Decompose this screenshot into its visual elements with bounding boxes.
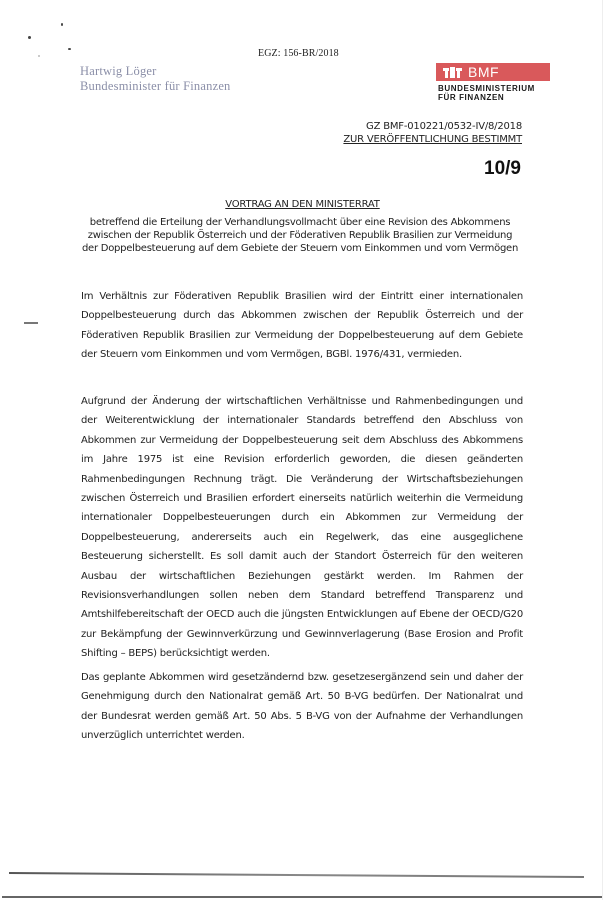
scan-speck — [38, 55, 40, 57]
paragraph: Das geplante Abkommen wird gesetzändernd bzw. gesetzesergänzend sein und daher der Genehmigung durch den Nationalrat gemäß Art. 50 B-VG bedürfen. Der Nationalrat und der Bundesrat werden gemäß Art. 50 Abs. 5 B-VG von der Aufnahme der Verhandlungen unverzüglich unterrichtet werden. — [81, 672, 523, 742]
scan-speck — [61, 23, 63, 26]
document-subtitle: betreffend die Erteilung der Verhandlungsvollmacht über eine Revision des Abkommens zwischen der Republik Österreich und der Föderativen Republik Brasilien zur Vermeidung der Doppelbesteuerung auf dem Gebiete der Steuern vom Einkommen und vom Vermögen — [81, 217, 519, 254]
publication-note: ZUR VERÖFFENTLICHUNG BESTIMMT — [343, 134, 522, 145]
austrian-eagle-emblem-icon — [443, 67, 463, 78]
paragraph: Aufgrund der Änderung der wirtschaftlichen Verhältnisse und Rahmenbedingungen und der Weiterentwicklung der internationaler Standards betreffend den Abschluss von Abkommen zur Vermeidung der Doppelbesteuerung seit dem Abschluss des Abkommens im Jahre 1975 ist eine Revision erforderlich geworden, die diesen geänderten Rahmenbedingungen Rechnung trägt. Die Veränderung der Wirtschaftsbeziehungen zwischen Österreich und Brasilien erfordert einerseits natürlich weiterhin die Vermeidung internationaler Doppelbesteuerungen durch ein Abkommen zur Vermeidung der Doppelbesteuerung, andererseits auch ein Regelwerk, das eine ausgeglichene Besteuerung sicherstellt. Es soll damit auch der Standort Österreich für den weiteren Ausbau der wirtschaftlichen Beziehungen gestärkt werden. Im Rahmen der Revisionsverhandlungen sollen neben dem Standard betreffend Transparenz und Amtshilfebereitschaft der OECD auch die jüngsten Entwicklungen auf Ebene der OECD/G20 zur Bekämpfung der Gewinnverkürzung und Gewinnverlagerung (Base Erosion and Profit Shifting – BEPS) berücksichtigt werden. — [81, 396, 523, 660]
gz-number: GZ BMF-010221/0532-IV/8/2018 — [366, 121, 522, 132]
page-bottom-edge — [2, 896, 603, 898]
logo-subtitle — [438, 85, 550, 102]
scan-speck — [68, 48, 71, 50]
egz-reference: EGZ: 156-BR/2018 — [258, 48, 339, 59]
margin-mark — [24, 322, 38, 324]
footer-rule — [9, 872, 584, 878]
logo-line-2: FÜR FINANZEN — [438, 92, 505, 102]
sender-block — [80, 64, 231, 94]
document-title-text: VORTRAG AN DEN MINISTERRAT — [225, 199, 380, 210]
sender-title: Bundesminister für Finanzen — [80, 79, 231, 93]
logo-line-1: BUNDESMINISTERIUM — [438, 84, 535, 93]
reference-block — [343, 120, 522, 146]
sender-name: Hartwig Löger — [80, 64, 157, 78]
scan-speck — [28, 36, 31, 39]
logo-bar — [436, 63, 550, 81]
logo-text: BMF — [468, 64, 500, 80]
paragraph: Im Verhältnis zur Föderativen Republik Brasilien wird der Eintritt einer internationalen Doppelbesteuerung durch das Abkommen zwischen der Republik Österreich und der Föderativen Republik Brasilien zur Vermeidung der Doppelbesteuerung auf dem Gebiete der Steuern vom Einkommen und vom Vermögen, BGBl. 1976/431, vermieden. — [81, 291, 523, 361]
page-right-edge — [602, 0, 603, 900]
page-number: 10/9 — [484, 158, 521, 179]
bmf-logo — [436, 63, 550, 102]
document-title — [0, 199, 605, 210]
